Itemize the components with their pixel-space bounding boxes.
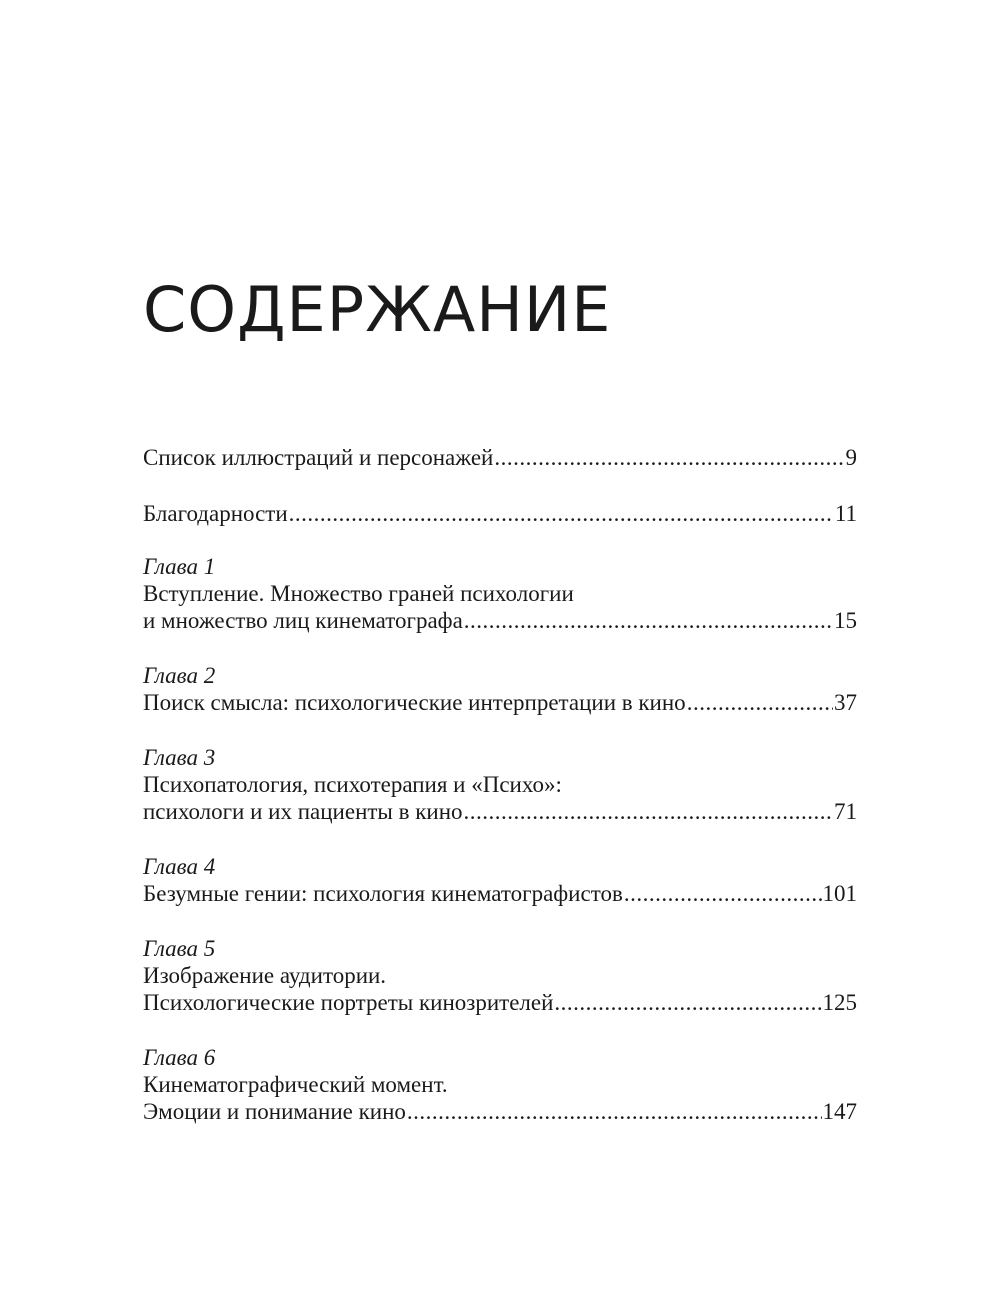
toc-line: [143, 500, 857, 527]
dot-leader: [407, 1098, 822, 1125]
toc-page-number: 37: [834, 690, 857, 715]
chapter-label: Глава 5: [143, 936, 216, 961]
toc-entry-chapter-2: [143, 662, 857, 716]
toc-page-number: 101: [822, 881, 857, 906]
dot-leader: [289, 500, 834, 527]
dot-leader: [624, 880, 822, 907]
toc-entry-title: Благодарности: [143, 501, 288, 526]
toc-entry-title: психологи и их пациенты в кино: [143, 799, 463, 824]
toc-entry-chapter-1: [143, 553, 857, 634]
page-title: СОДЕРЖАНИЕ: [143, 273, 612, 346]
table-of-contents: [143, 444, 857, 1153]
toc-line: [143, 798, 857, 825]
document-page: [143, 0, 857, 1299]
dot-leader: [464, 798, 833, 825]
toc-entry-title-line: Психопатология, психотерапия и «Психо»:: [143, 772, 562, 797]
toc-entry-title-line: Вступление. Множество граней психологии: [143, 581, 574, 606]
chapter-label: Глава 6: [143, 1045, 216, 1070]
toc-line: [143, 689, 857, 716]
chapter-label: Глава 3: [143, 745, 216, 770]
toc-entry-chapter-4: [143, 853, 857, 907]
toc-entry-title: и множество лиц кинематографа: [143, 608, 463, 633]
toc-line: [143, 1098, 857, 1125]
toc-entry-chapter-3: [143, 744, 857, 825]
toc-page-number: 71: [834, 799, 857, 824]
toc-entry-chapter-5: [143, 935, 857, 1016]
chapter-label: Глава 2: [143, 663, 216, 688]
toc-entry-title: Поиск смысла: психологические интерпретации в кино: [143, 690, 686, 715]
toc-page-number: 9: [845, 445, 857, 470]
toc-entry-acknowledgements: [143, 500, 857, 527]
toc-entry-title: Психологические портреты кинозрителей: [143, 990, 554, 1015]
chapter-label: Глава 4: [143, 854, 216, 879]
toc-entry-title-line: Кинематографический момент.: [143, 1072, 448, 1097]
toc-line: [143, 607, 857, 634]
chapter-label: Глава 1: [143, 554, 216, 579]
toc-line: [143, 444, 857, 471]
toc-page-number: 125: [822, 990, 857, 1015]
toc-page-number: 147: [822, 1099, 857, 1124]
dot-leader: [687, 689, 833, 716]
toc-entry-title: Безумные гении: психология кинематографистов: [143, 881, 623, 906]
toc-entry-title: Список иллюстраций и персонажей: [143, 445, 494, 470]
toc-line: [143, 880, 857, 907]
toc-entry-illustrations: [143, 444, 857, 471]
toc-entry-title: Эмоции и понимание кино: [143, 1099, 406, 1124]
toc-page-number: 15: [834, 608, 857, 633]
toc-entry-title-line: Изображение аудитории.: [143, 963, 387, 988]
dot-leader: [494, 444, 844, 471]
toc-line: [143, 989, 857, 1016]
toc-page-number: 11: [834, 501, 857, 526]
dot-leader: [464, 607, 833, 634]
dot-leader: [554, 989, 821, 1016]
toc-entry-chapter-6: [143, 1044, 857, 1125]
